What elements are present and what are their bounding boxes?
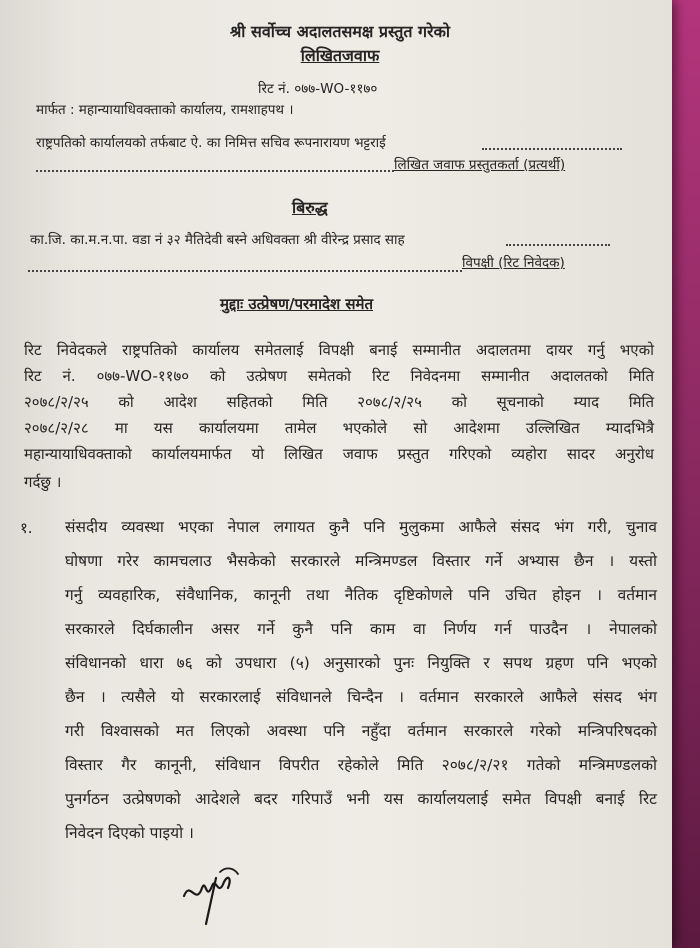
dotted-line xyxy=(36,170,394,172)
point-line: घोषणा गरेर कामचलाउ भैसकेको सरकारले मन्त्रिमण्डल विस्तार गर्ने अभ्यास छैन । यस्तो xyxy=(65,552,657,570)
intro-line: रिट निवेदकले राष्ट्रपतिको कार्यालय समेतलाई विपक्षी बनाई सम्मानीत अदालतमा दायर गर्नु भएको xyxy=(24,341,654,359)
intro-line: रिट नं. ०७७-WO-११७० को उत्प्रेषण समेतको रिट निवेदनमा सम्मानीत अदालतको मिति xyxy=(24,367,654,385)
signature-image xyxy=(176,858,246,928)
point-line: गर्नु व्यवहारिक, संवैधानिक, कानूनी तथा नैतिक दृष्टिकोणले पनि उचित होइन । वर्तमान xyxy=(65,586,657,604)
point-line: विस्तार गैर कानूनी, संविधान विपरीत रहेकोले मिति २०७८/२/२१ गतेको मन्त्रिमण्डलको xyxy=(65,756,657,774)
intro-line: गर्दछु । xyxy=(24,473,62,491)
case-subject: मुद्दाः उत्प्रेषण/परमादेश समेत xyxy=(220,295,374,313)
point-line: संविधानको धारा ७६ को उपधारा (५) अनुसारको पुनः नियुक्ति र सपथ ग्रहण पनि भएको xyxy=(65,654,657,672)
dotted-line xyxy=(28,270,462,272)
point-number: १. xyxy=(20,519,33,537)
point-line: निवेदन दिएको पाइयो । xyxy=(65,824,194,842)
intro-line: २०७८/२/२५ को आदेश सहितको मिति २०७८/२/२५ को सूचनाको म्याद मिति xyxy=(24,393,654,411)
court-heading: श्री सर्वोच्च अदालतसमक्ष प्रस्तुत गरेको xyxy=(229,22,451,41)
point-line: संसदीय व्यवस्था भएका नेपाल लगायत कुनै पनि मुलुकमा आफैले संसद भंग गरी, चुनाव xyxy=(65,518,657,536)
intro-line: महान्यायाधिवक्ताको कार्यालयमार्फत यो लिखित जवाफ प्रस्तुत गरिएको व्यहोरा सादर अनुरोध xyxy=(24,445,654,463)
point-line: गरी विश्वासको मत लिएको अवस्था पनि नहुँदा वर्तमान सरकारले गरेको मन्त्रिपरिषदको xyxy=(65,722,657,740)
respondent-name: राष्ट्रपतिको कार्यालयको तर्फबाट ऐ. का निमित्त सचिव रूपनारायण भट्टराई xyxy=(36,135,386,151)
petitioner-name: का.जि. का.म.न.पा. वडा नं ३२ मैतिदेवी बस्ने अधिवक्ता श्री वीरेन्द्र प्रसाद साह xyxy=(30,232,405,248)
dotted-line xyxy=(506,244,610,246)
petitioner-role: विपक्षी (रिट निवेदक) xyxy=(462,255,565,271)
versus-label: बिरुद्ध xyxy=(292,198,328,217)
intro-line: २०७८/२/२८ मा यस कार्यालयमा तामेल भएकोले सो आदेशमा उल्लिखित म्यादभित्रै xyxy=(24,419,654,437)
writ-number: रिट नं. ०७७-WO-११७० xyxy=(258,81,378,97)
document-title: लिखितजवाफ xyxy=(300,46,380,65)
point-line: पुनर्गठन उत्प्रेषणको आदेशले बदर गरिपाउँ भनी यस कार्यालयलाई समेत विपक्षी बनाई रिट xyxy=(65,790,657,808)
point-line: सरकारले दिर्घकालीन असर गर्ने कुनै पनि काम वा निर्णय गर्न पाउदैन । नेपालको xyxy=(65,620,657,638)
point-line: छैन । त्यसैले यो सरकारलाई संविधानले चिन्दैन । वर्तमान सरकारले आफैले संसद भंग xyxy=(65,688,657,706)
dotted-line xyxy=(482,148,622,150)
through-office: मार्फत : महान्यायाधिवक्ताको कार्यालय, रामशाहपथ । xyxy=(36,102,294,118)
respondent-role: लिखित जवाफ प्रस्तुतकर्ता (प्रत्यर्थी) xyxy=(394,157,566,173)
